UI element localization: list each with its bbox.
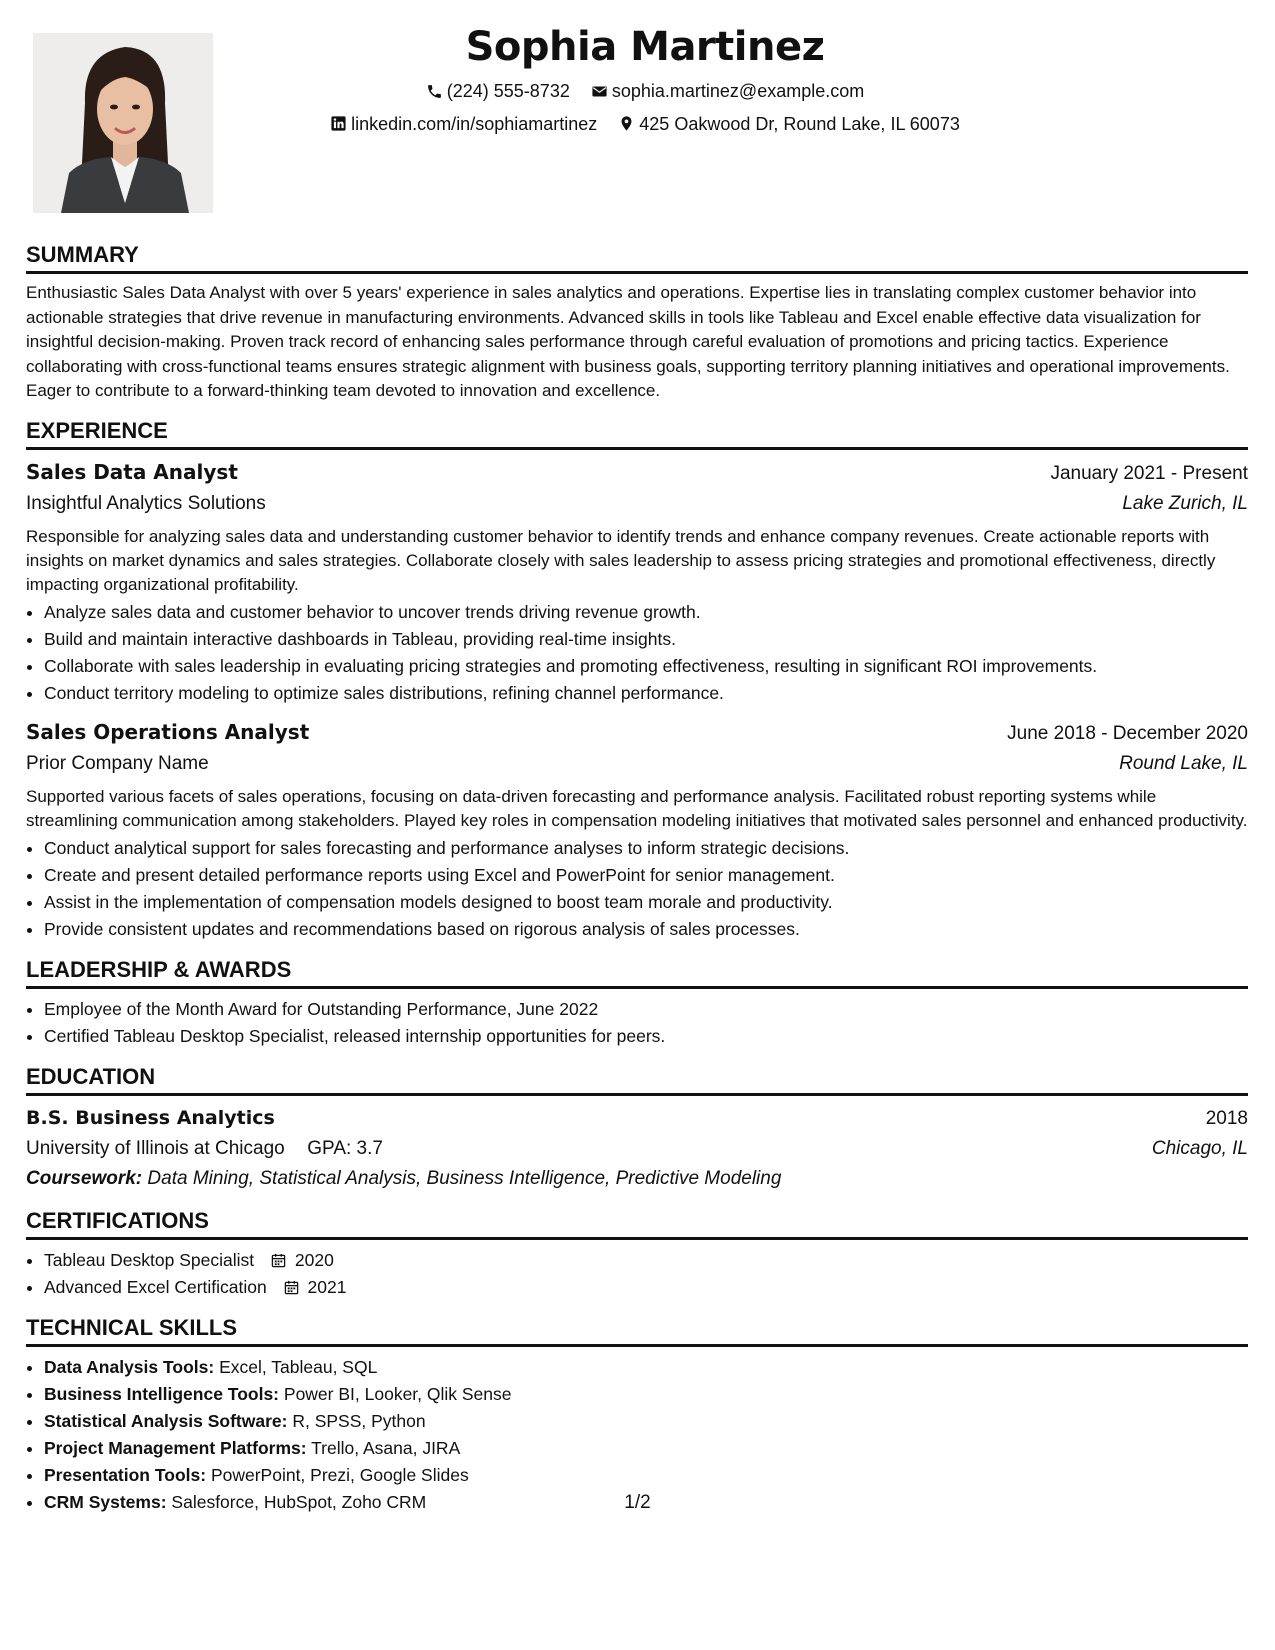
job-title: Sales Operations Analyst	[26, 719, 310, 744]
certification-name: Tableau Desktop Specialist	[44, 1249, 255, 1270]
list-item: • Provide consistent updates and recommendations based on rigorous analysis of sales processes.	[44, 916, 1248, 943]
skill-label: Data Analysis Tools:	[44, 1356, 215, 1377]
job-company-row	[26, 489, 1248, 519]
certification-year: 2020	[294, 1249, 334, 1270]
certifications-heading: CERTIFICATIONS	[26, 1208, 1248, 1240]
certification-year: 2021	[307, 1276, 347, 1297]
list-item	[44, 1435, 1248, 1462]
profile-photo	[33, 33, 213, 213]
coursework-line	[26, 1164, 1248, 1194]
job-bullets	[26, 599, 1248, 707]
job-dates: June 2018 - December 2020	[1007, 722, 1248, 744]
list-item	[44, 1462, 1248, 1489]
job-header-row	[26, 457, 1248, 489]
list-item: • Assist in the implementation of compensation models designed to boost team morale and productivity.	[44, 889, 1248, 916]
list-item: • Employee of the Month Award for Outstanding Performance, June 2022	[44, 996, 1248, 1023]
resume-header	[230, 22, 1060, 137]
job-location: Round Lake, IL	[1119, 752, 1248, 774]
list-item	[44, 1381, 1248, 1408]
list-item: • Conduct analytical support for sales forecasting and performance analyses to inform strategic decisions.	[44, 835, 1248, 862]
list-item	[44, 1354, 1248, 1381]
leadership-heading: LEADERSHIP & AWARDS	[26, 957, 1248, 989]
certifications-list	[26, 1247, 1248, 1301]
job-dates: January 2021 - Present	[1050, 462, 1248, 484]
page-number: 1/2	[624, 1492, 651, 1513]
list-item: • Build and maintain interactive dashboards in Tableau, providing real-time insights.	[44, 626, 1248, 653]
skills-heading: TECHNICAL SKILLS	[26, 1315, 1248, 1347]
phone-icon	[426, 83, 443, 100]
envelope-icon	[591, 83, 608, 100]
job-company: Insightful Analytics Solutions	[26, 492, 266, 514]
list-item	[44, 1408, 1248, 1435]
job-company-row	[26, 749, 1248, 779]
summary-text: Enthusiastic Sales Data Analyst with over 5 years' experience in sales analytics and operations. Expertise lies in translating complex customer behavior into actionable strategies that drive revenue in manufacturing environments. Advanced skills in tools like Tableau and Excel enable effective data visualization for insightful decision-making. Proven track record of enhancing sales performance through careful evaluation of promotions and pricing tactics. Experience collaborating with cross-functional teams ensures strategic alignment with business goals, supporting territory planning initiatives and operational improvements. Eager to contribute to a forward-thinking team devoted to innovation and excellence.	[26, 283, 1230, 400]
skill-value: Power BI, Looker, Qlik Sense	[283, 1383, 512, 1404]
education-school-row	[26, 1134, 1248, 1164]
certifications-section	[26, 1208, 1248, 1301]
coursework-list: Data Mining, Statistical Analysis, Business Intelligence, Predictive Modeling	[147, 1167, 782, 1189]
summary-heading: SUMMARY	[26, 242, 1248, 274]
candidate-name: Sophia Martinez	[465, 24, 825, 70]
summary-section	[26, 242, 1248, 404]
list-item: • Conduct territory modeling to optimize sales distributions, refining channel performance.	[44, 680, 1248, 707]
calendar-icon	[271, 1253, 286, 1268]
degree-name: B.S. Business Analytics	[26, 1106, 275, 1129]
contact-email[interactable]	[591, 80, 864, 102]
contact-address	[618, 113, 960, 135]
job-entry	[26, 457, 1248, 707]
experience-section	[26, 418, 1248, 943]
list-item: • Collaborate with sales leadership in evaluating pricing strategies and promoting effectiveness, resulting in significant ROI improvements.	[44, 653, 1248, 680]
list-item: • Analyze sales data and customer behavior to uncover trends driving revenue growth.	[44, 599, 1248, 626]
education-section	[26, 1064, 1248, 1194]
job-title: Sales Data Analyst	[26, 459, 238, 484]
profile-photo-image	[33, 33, 213, 213]
education-heading: EDUCATION	[26, 1064, 1248, 1096]
map-pin-icon	[618, 115, 635, 132]
contact-linkedin[interactable]	[330, 113, 597, 135]
gpa: GPA: 3.7	[307, 1137, 383, 1159]
job-header-row	[26, 717, 1248, 749]
contact-line-1	[230, 80, 1060, 105]
list-item	[44, 1274, 1248, 1301]
skill-value: PowerPoint, Prezi, Google Slides	[210, 1464, 469, 1485]
experience-heading: EXPERIENCE	[26, 418, 1248, 450]
list-item: • Certified Tableau Desktop Specialist, released internship opportunities for peers.	[44, 1023, 1248, 1050]
skill-label: CRM Systems:	[44, 1491, 167, 1512]
skill-label: Presentation Tools:	[44, 1464, 207, 1485]
graduation-year: 2018	[1205, 1107, 1248, 1129]
calendar-icon	[284, 1280, 299, 1295]
skill-value: Trello, Asana, JIRA	[311, 1437, 461, 1458]
education-degree-row	[26, 1103, 1248, 1134]
leadership-section	[26, 957, 1248, 1050]
coursework-label: Coursework:	[26, 1167, 143, 1189]
school-info	[26, 1134, 383, 1164]
job-description: Supported various facets of sales operations, focusing on data-driven forecasting and performance analysis. Facilitated robust reporting systems while streamlining communication among stakeholders. Played key roles in compensation modeling initiatives that motivated sales personnel and enhanced productivity.	[26, 786, 1248, 830]
skill-label: Business Intelligence Tools:	[44, 1383, 280, 1404]
contact-phone	[426, 80, 570, 102]
list-item	[44, 1247, 1248, 1274]
skill-value: Salesforce, HubSpot, Zoho CRM	[171, 1491, 427, 1512]
resume-content	[26, 242, 1248, 1530]
school-location: Chicago, IL	[1151, 1137, 1248, 1159]
contact-line-2	[230, 113, 1060, 138]
leadership-list	[26, 996, 1248, 1050]
skill-value: R, SPSS, Python	[292, 1410, 426, 1431]
job-bullets	[26, 835, 1248, 943]
job-company: Prior Company Name	[26, 752, 209, 774]
school-name: University of Illinois at Chicago	[26, 1137, 285, 1159]
job-location: Lake Zurich, IL	[1122, 492, 1248, 514]
job-description: Responsible for analyzing sales data and understanding customer behavior to identify trends and enhance company revenues. Create actionable reports with insights on market dynamics and sales strategies. Collaborate closely with sales leadership to assess pricing strategies and promotional effectiveness, directly impacting organizational profitability.	[26, 526, 1216, 594]
linkedin-icon	[330, 115, 347, 132]
skill-label: Statistical Analysis Software:	[44, 1410, 288, 1431]
skill-value: Excel, Tableau, SQL	[219, 1356, 378, 1377]
list-item: • Create and present detailed performance reports using Excel and PowerPoint for senior management.	[44, 862, 1248, 889]
address-text: 425 Oakwood Dr, Round Lake, IL 60073	[639, 113, 960, 134]
linkedin-url[interactable]: linkedin.com/in/sophiamartinez	[351, 113, 598, 134]
phone-number: (224) 555-8732	[446, 81, 570, 101]
email-address[interactable]: sophia.martinez@example.com	[611, 81, 865, 101]
skill-label: Project Management Platforms:	[44, 1437, 307, 1458]
job-entry	[26, 717, 1248, 943]
skills-section	[26, 1315, 1248, 1516]
certification-name: Advanced Excel Certification	[44, 1276, 267, 1297]
